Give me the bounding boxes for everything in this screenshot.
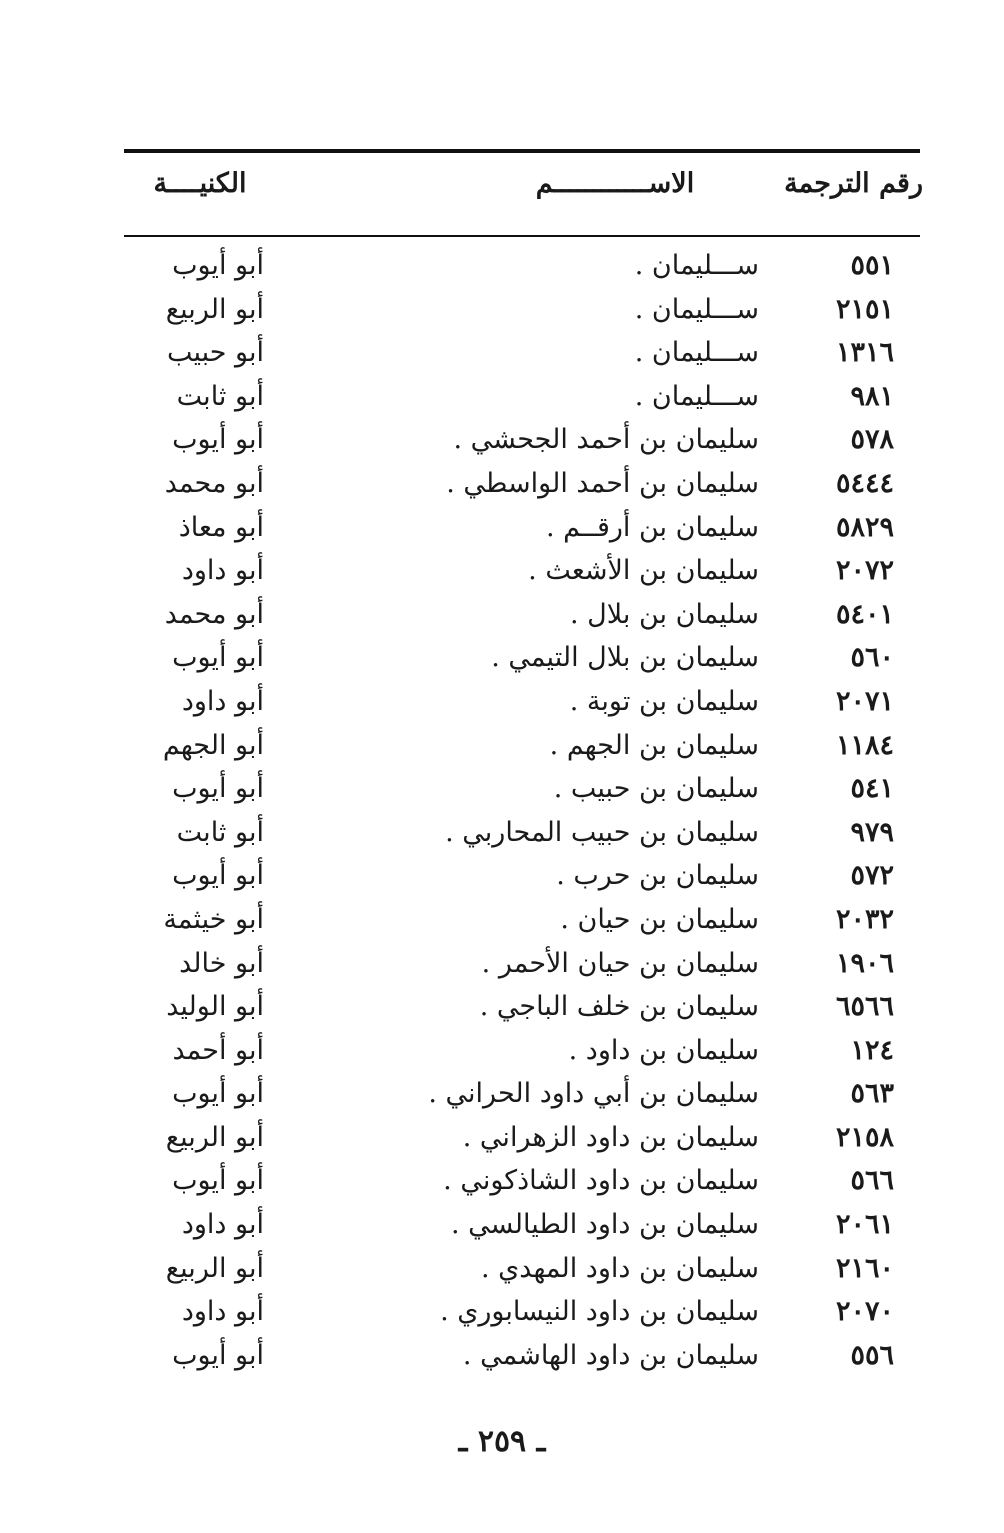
row-kunya: أبو داود (181, 1209, 264, 1241)
row-kunya: أبو ثابت (176, 380, 264, 412)
table-row (0, 680, 1004, 724)
row-number: ١٢٤ (850, 1034, 894, 1066)
table-row (0, 375, 1004, 419)
row-kunya: أبو الربيع (165, 1252, 264, 1284)
row-number: ٢٠٧٠ (835, 1296, 894, 1328)
row-name: سليمان بن أبي داود الحراني . (428, 1078, 759, 1110)
row-kunya: أبو الوليد (166, 991, 264, 1023)
row-number: ١٣١٦ (835, 337, 894, 369)
row-name: سليمان بن خلف الباجي . (479, 991, 759, 1023)
row-number: ٢٠٦١ (835, 1209, 894, 1241)
row-number: ١١٨٤ (835, 729, 894, 761)
header-rule (124, 235, 920, 237)
row-name: سليمان بن حيان الأحمر . (481, 947, 759, 979)
row-number: ٥٥٦ (850, 1339, 894, 1371)
row-kunya: أبو الربيع (165, 1121, 264, 1153)
row-name: سليمان بن داود الطيالسي . (450, 1209, 759, 1241)
page-number: ـ ٢٥٩ ـ (458, 1424, 546, 1459)
row-kunya: أبو الجهم (162, 729, 264, 761)
row-name: سليمان بن داود . (568, 1034, 759, 1066)
row-name: سليمان بن حبيب . (553, 773, 759, 805)
table-row (0, 1247, 1004, 1291)
table-row (0, 898, 1004, 942)
table-row (0, 288, 1004, 332)
row-name: سليمان بن داود المهدي . (480, 1252, 759, 1284)
row-kunya: أبو محمد (164, 598, 264, 630)
table-row (0, 593, 1004, 637)
row-kunya: أبو خيثمة (163, 903, 264, 935)
header-kunya-column: الكنيــــة (153, 168, 247, 199)
row-name: ســـليمان . (634, 250, 759, 281)
row-number: ٢١٦٠ (835, 1252, 894, 1284)
row-name: سليمان بن بلال . (569, 598, 759, 630)
row-name: ســـليمان . (634, 337, 759, 369)
row-kunya: أبو حبيب (166, 337, 264, 369)
row-kunya: أبو أيوب (172, 250, 264, 281)
row-number: ٢٠٣٢ (835, 903, 894, 935)
row-number: ٥٦٣ (850, 1078, 894, 1110)
row-name: ســـليمان . (634, 293, 759, 325)
row-name: سليمان بن داود الزهراني . (462, 1121, 759, 1153)
row-kunya: أبو الربيع (165, 293, 264, 325)
row-number: ٥٤٤٤ (835, 467, 894, 499)
table-row (0, 985, 1004, 1029)
row-kunya: أبو معاذ (178, 511, 264, 543)
row-name: سليمان بن الجهم . (549, 729, 759, 761)
row-kunya: أبو أيوب (172, 424, 264, 456)
row-kunya: أبو داود (181, 1296, 264, 1328)
row-name: سليمان بن داود النيسابوري . (440, 1296, 759, 1328)
row-number: ٢١٥٨ (835, 1121, 894, 1153)
row-kunya: أبو أيوب (172, 642, 264, 674)
table-row (0, 1290, 1004, 1334)
row-number: ٥٨٢٩ (835, 511, 894, 543)
row-kunya: أبو أيوب (172, 1078, 264, 1110)
row-number: ٥٦٦ (850, 1165, 894, 1197)
table-row (0, 811, 1004, 855)
header-name-column: الاســــــــــــم (535, 168, 695, 199)
row-kunya: أبو أيوب (172, 1165, 264, 1197)
row-kunya: أبو أحمد (172, 1034, 264, 1066)
row-name: سليمان بن بلال التيمي . (491, 642, 759, 674)
table-row (0, 549, 1004, 593)
table-row (0, 1029, 1004, 1073)
header-number-column: رقم الترجمة (784, 168, 923, 199)
row-number: ٩٨١ (850, 380, 894, 412)
table-row (0, 1203, 1004, 1247)
row-name: سليمان بن حرب . (556, 860, 759, 892)
row-name: سليمان بن أرقــم . (545, 511, 759, 543)
row-name: سليمان بن حيان . (560, 903, 759, 935)
row-kunya: أبو أيوب (172, 773, 264, 805)
table-row (0, 418, 1004, 462)
table-row (0, 942, 1004, 986)
row-number: ٥٧٢ (850, 860, 894, 892)
row-number: ٩٧٩ (850, 816, 894, 848)
row-name: سليمان بن الأشعث . (528, 555, 759, 587)
table-row (0, 767, 1004, 811)
table-row (0, 724, 1004, 768)
row-number: ٥٤٠١ (835, 598, 894, 630)
row-kunya: أبو ثابت (176, 816, 264, 848)
row-kunya: أبو أيوب (172, 1339, 264, 1371)
row-name: ســـليمان . (634, 380, 759, 412)
table-row (0, 244, 1004, 288)
row-number: ٦٥٦٦ (835, 991, 894, 1023)
row-kunya: أبو أيوب (172, 860, 264, 892)
table-row (0, 636, 1004, 680)
table-row (0, 1159, 1004, 1203)
table-row (0, 462, 1004, 506)
table-row (0, 854, 1004, 898)
table-row (0, 1072, 1004, 1116)
row-name: سليمان بن داود الهاشمي . (462, 1339, 759, 1371)
row-kunya: أبو محمد (164, 467, 264, 499)
row-name: سليمان بن أحمد الواسطي . (446, 467, 759, 499)
row-kunya: أبو داود (181, 555, 264, 587)
table-row (0, 331, 1004, 375)
row-name: سليمان بن توبة . (569, 685, 759, 717)
table-body (0, 244, 1004, 1377)
row-kunya: أبو داود (181, 685, 264, 717)
table-row (0, 1334, 1004, 1378)
row-number: ٥٤١ (850, 773, 894, 805)
row-number: ٥٧٨ (850, 424, 894, 456)
row-name: سليمان بن حبيب المحاربي . (445, 816, 759, 848)
row-number: ٢٠٧١ (835, 685, 894, 717)
row-number: ١٩٠٦ (835, 947, 894, 979)
table-row (0, 506, 1004, 550)
top-rule (124, 149, 920, 153)
table-row (0, 1116, 1004, 1160)
row-kunya: أبو خالد (179, 947, 264, 979)
row-name: سليمان بن أحمد الجحشي . (453, 424, 759, 456)
row-number: ٥٥١ (850, 250, 894, 281)
row-number: ٢١٥١ (835, 293, 894, 325)
row-number: ٢٠٧٢ (835, 555, 894, 587)
row-name: سليمان بن داود الشاذكوني . (443, 1165, 759, 1197)
row-number: ٥٦٠ (850, 642, 894, 674)
